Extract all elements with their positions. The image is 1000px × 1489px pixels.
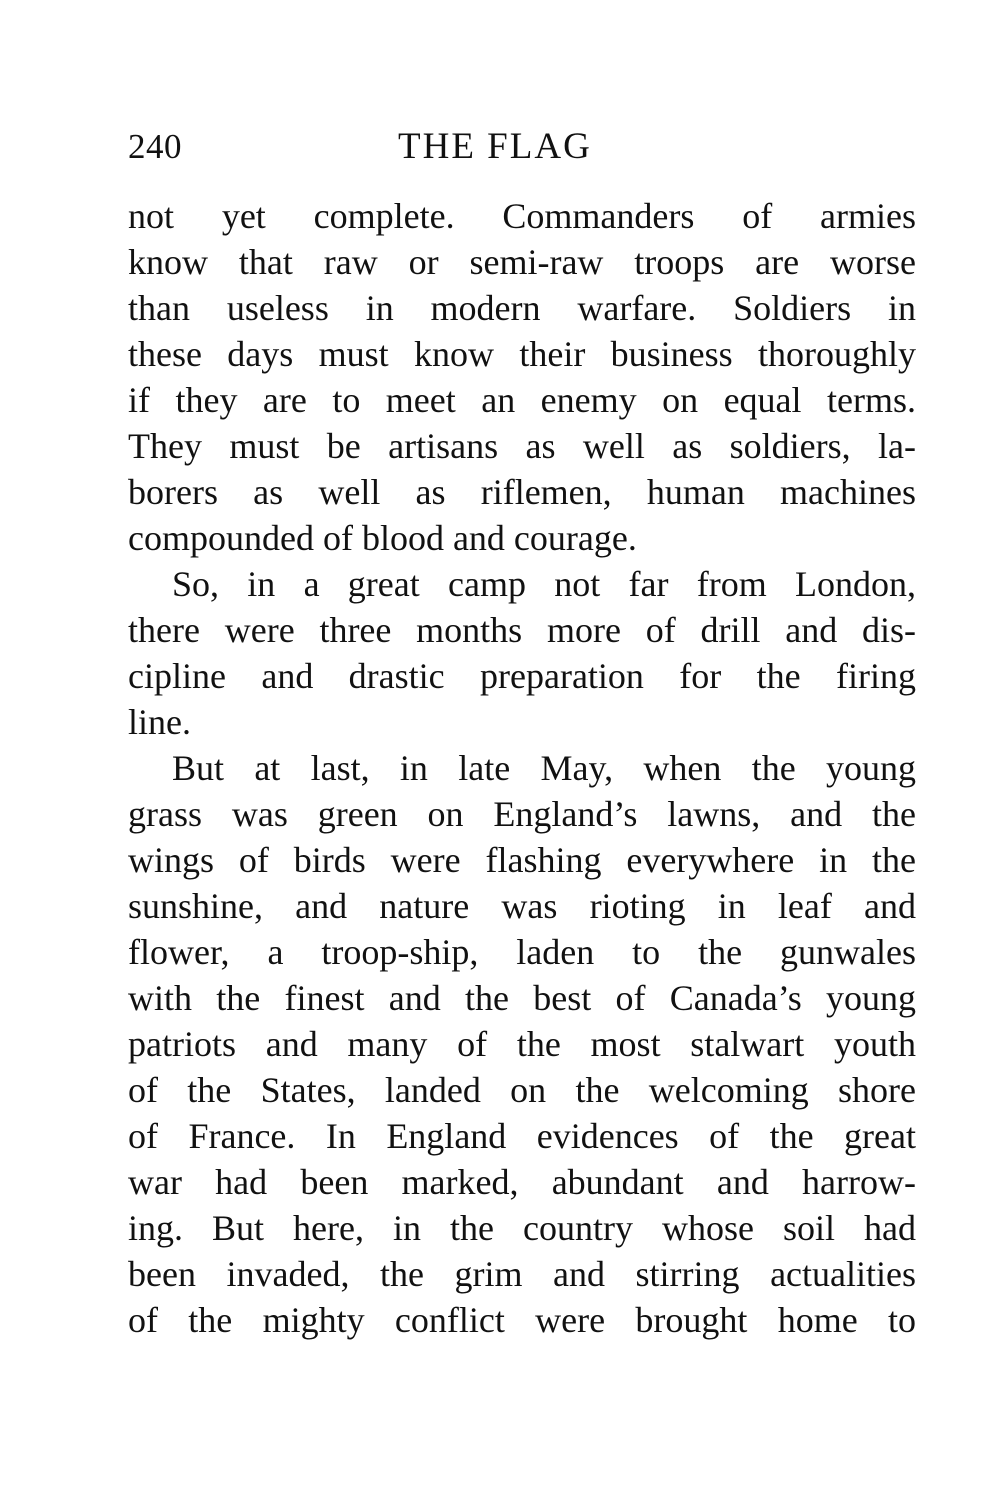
text-line: of the mighty conflict were brought home to <box>128 1300 916 1340</box>
text-line: these days must know their business thoroughly <box>128 334 916 374</box>
text-line: know that raw or semi-raw troops are worse <box>128 242 916 282</box>
text-line: flower, a troop-ship, laden to the gunwales <box>128 932 916 972</box>
text-line: been invaded, the grim and stirring actualities <box>128 1254 916 1294</box>
text-line: not yet complete. Commanders of armies <box>128 196 916 236</box>
page-number: 240 <box>128 127 182 166</box>
running-title: THE FLAG <box>398 126 592 167</box>
text-line: cipline and drastic preparation for the firing <box>128 656 916 696</box>
text-line: They must be artisans as well as soldiers, la- <box>128 426 916 466</box>
text-line: of the States, landed on the welcoming shore <box>128 1070 916 1110</box>
text-line: compounded of blood and courage. <box>128 518 637 558</box>
running-head <box>128 122 916 172</box>
text-line: line. <box>128 702 191 742</box>
text-line: if they are to meet an enemy on equal terms. <box>128 380 916 420</box>
text-line: So, in a great camp not far from London, <box>172 564 916 604</box>
text-line: war had been marked, abundant and harrow- <box>128 1162 916 1202</box>
body-text <box>128 193 916 1343</box>
text-line: grass was green on England’s lawns, and the <box>128 794 916 834</box>
text-line: sunshine, and nature was rioting in leaf and <box>128 886 916 926</box>
text-line: there were three months more of drill and dis- <box>128 610 916 650</box>
text-line: But at last, in late May, when the young <box>172 748 916 788</box>
text-line: ing. But here, in the country whose soil had <box>128 1208 916 1248</box>
text-line: of France. In England evidences of the great <box>128 1116 916 1156</box>
text-line: than useless in modern warfare. Soldiers in <box>128 288 916 328</box>
text-line: patriots and many of the most stalwart youth <box>128 1024 916 1064</box>
text-line: with the finest and the best of Canada’s young <box>128 978 916 1018</box>
text-line: borers as well as riflemen, human machines <box>128 472 916 512</box>
text-line: wings of birds were flashing everywhere in the <box>128 840 916 880</box>
